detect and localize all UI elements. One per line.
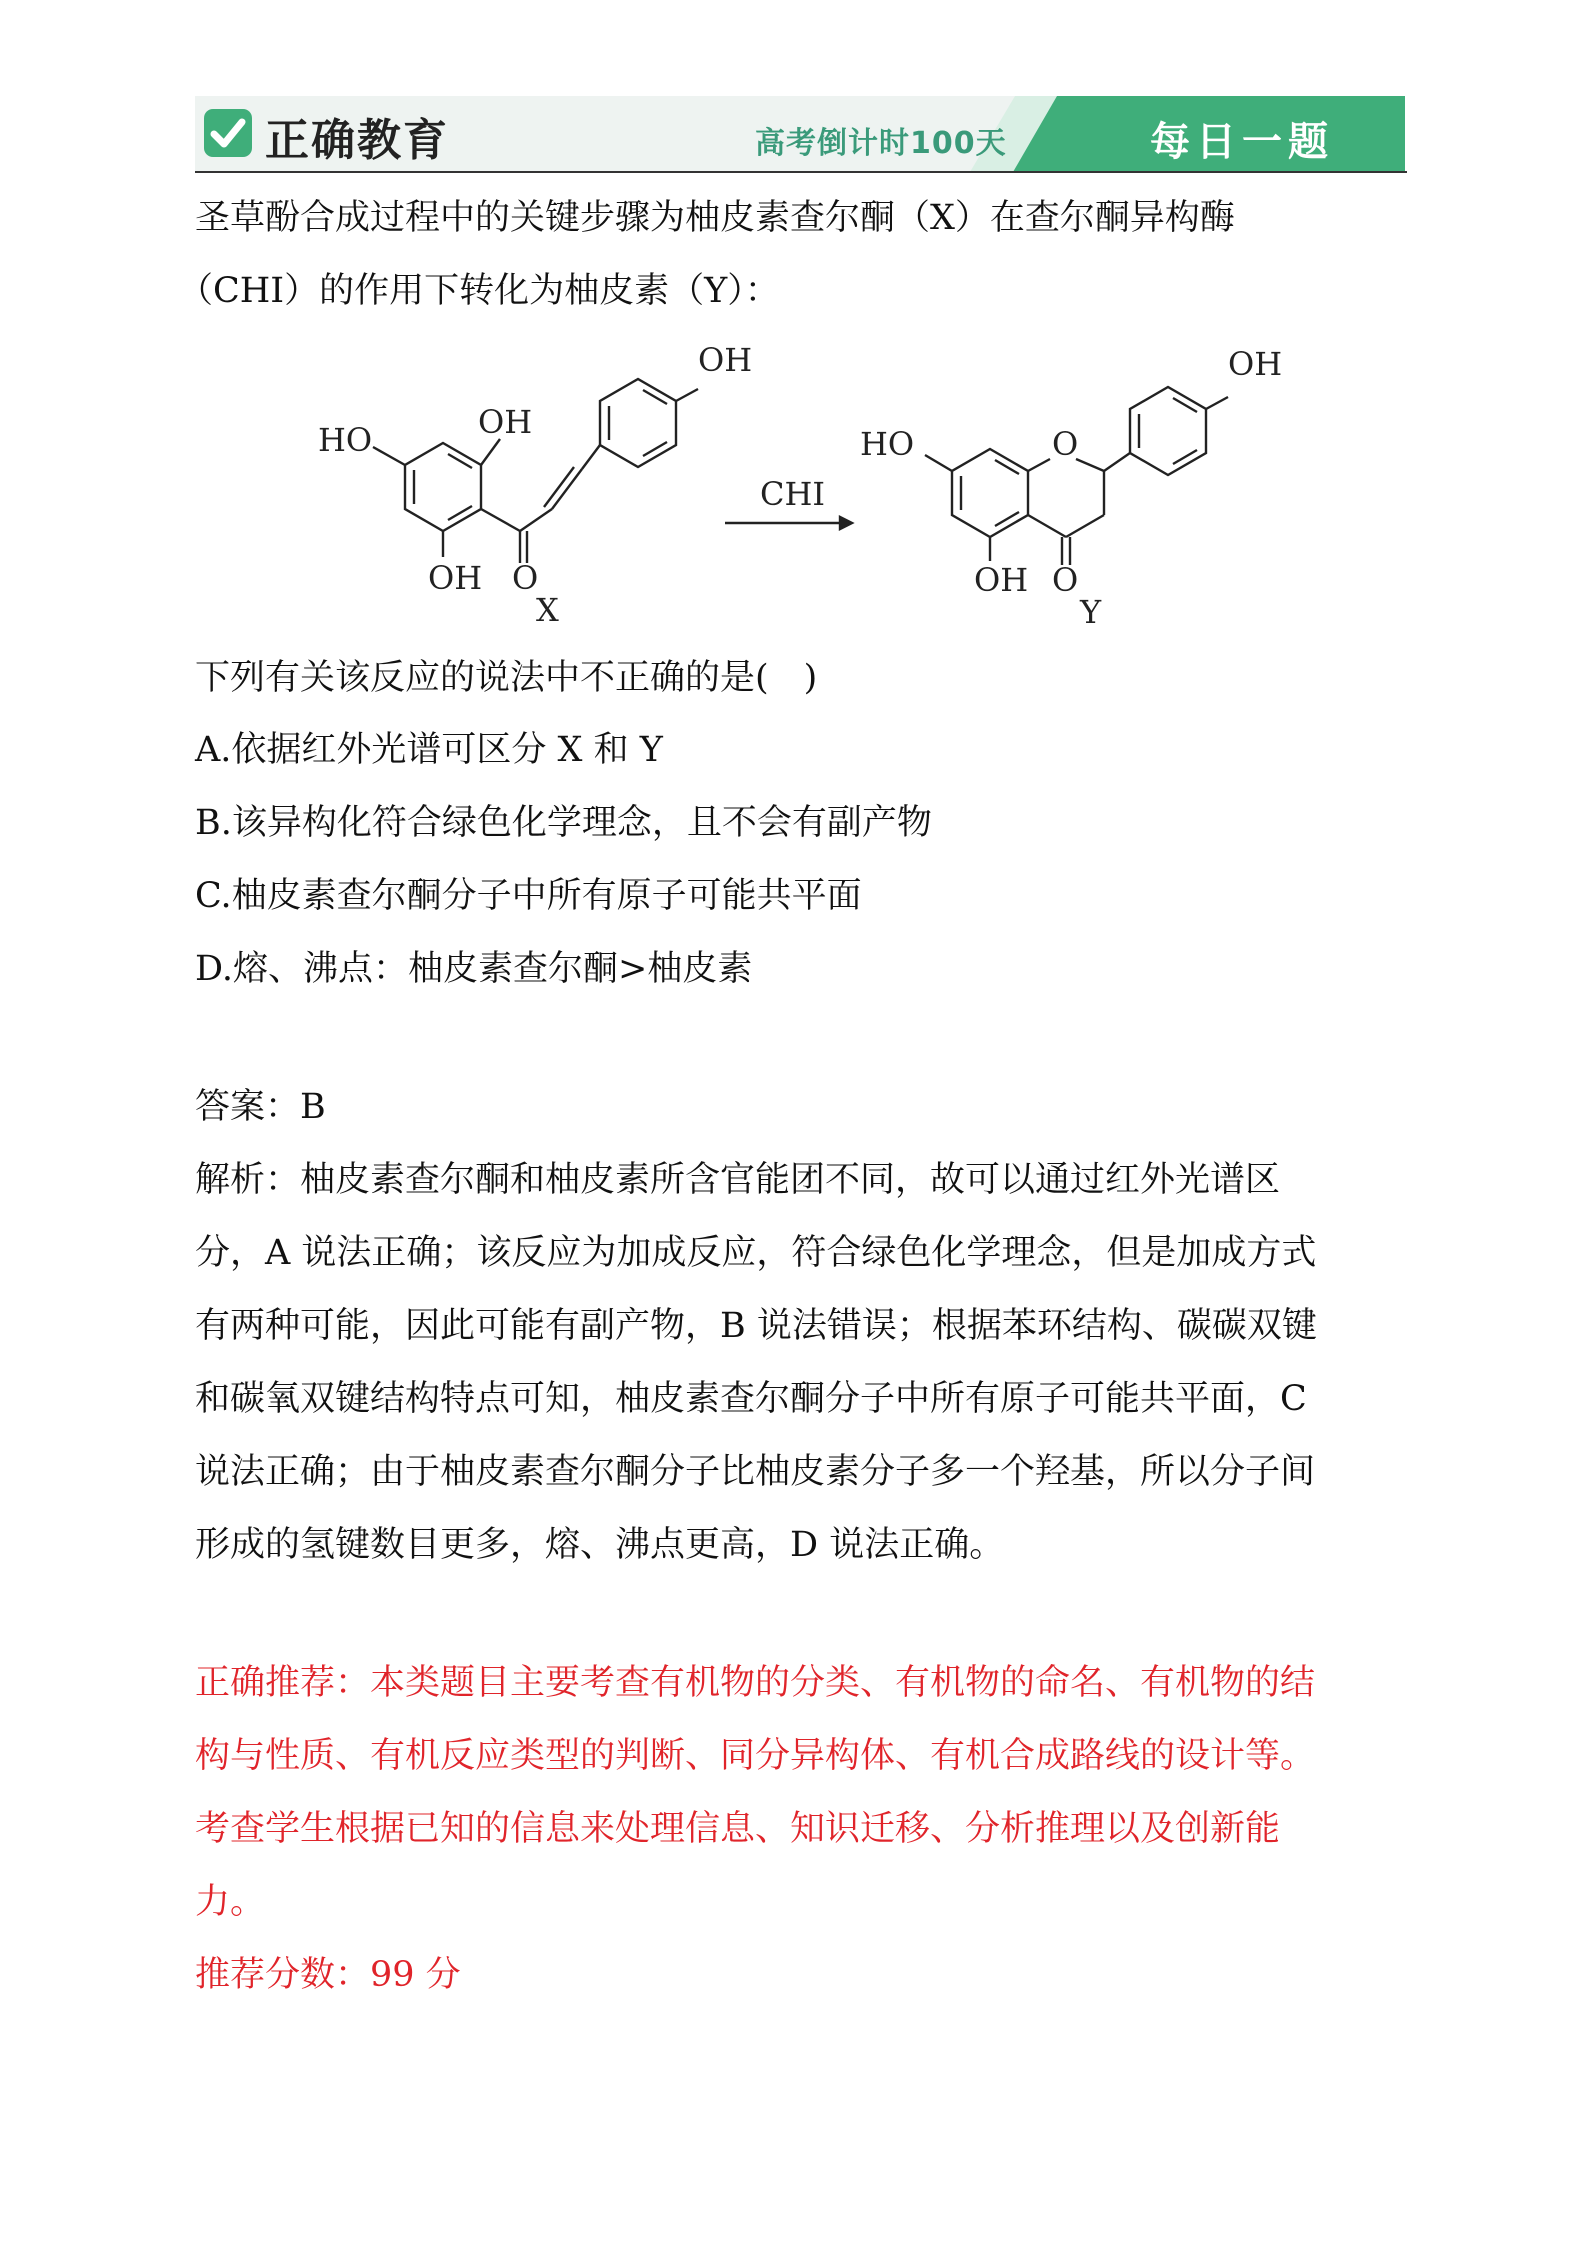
analysis-line-5: 说法正确；由于柚皮素查尔酮分子比柚皮素分子多一个羟基，所以分子间: [195, 1452, 1316, 1492]
header-divider: [195, 171, 1407, 173]
y-label-oh-bottom: OH: [974, 561, 1029, 599]
option-c: C.柚皮素查尔酮分子中所有原子可能共平面: [195, 876, 862, 916]
x-label-oh-mid: OH: [478, 403, 533, 441]
analysis-line-4: 和碳氧双键结构特点可知，柚皮素查尔酮分子中所有原子可能共平面，C: [195, 1379, 1307, 1419]
y-label-name: Y: [1080, 593, 1102, 625]
y-label-o-ring: O: [1052, 425, 1079, 463]
analysis-line-2: 分，A 说法正确；该反应为加成反应，符合绿色化学理念，但是加成方式: [195, 1233, 1317, 1273]
x-label-o-carbonyl: O: [512, 559, 539, 597]
logo-text: 正确教育: [265, 115, 449, 166]
option-d: D.熔、沸点：柚皮素查尔酮>柚皮素: [195, 949, 753, 989]
reaction-diagram: [300, 335, 1340, 625]
recommend-line-4: 力。: [195, 1882, 266, 1922]
analysis-line-1: 解析：柚皮素查尔酮和柚皮素所含官能团不同，故可以通过红外光谱区: [195, 1160, 1281, 1200]
x-label-oh-top: OH: [698, 341, 753, 379]
question-stem-line-1: 圣草酚合成过程中的关键步骤为柚皮素查尔酮（X）在查尔酮异构酶: [195, 198, 1235, 238]
option-a: A.依据红外光谱可区分 X 和 Y: [195, 730, 663, 770]
analysis-line-3: 有两种可能，因此可能有副产物，B 说法错误；根据苯环结构、碳碳双键: [195, 1306, 1317, 1346]
analysis-line-6: 形成的氢键数目更多，熔、沸点更高，D 说法正确。: [195, 1525, 1005, 1565]
y-label-ho-left: HO: [860, 425, 915, 463]
header-banner: [195, 96, 1405, 172]
question-stem-line-2: （CHI）的作用下转化为柚皮素（Y）：: [178, 271, 780, 311]
recommend-line-2: 构与性质、有机反应类型的判断、同分异构体、有机合成路线的设计等。: [195, 1736, 1316, 1776]
x-label-ho-left: HO: [318, 421, 373, 459]
recommend-score: 推荐分数：99 分: [195, 1955, 461, 1995]
x-label-name: X: [536, 591, 559, 625]
daily-question-label: 每日一题: [1150, 119, 1334, 165]
recommend-line-1: 正确推荐：本类题目主要考查有机物的分类、有机物的命名、有机物的结: [195, 1663, 1316, 1703]
y-label-oh-top: OH: [1228, 345, 1283, 383]
answer-line: 答案：B: [195, 1087, 326, 1127]
question-prompt: 下列有关该反应的说法中不正确的是( ): [195, 658, 818, 698]
option-b: B.该异构化符合绿色化学理念，且不会有副产物: [195, 803, 932, 843]
y-label-o-carbonyl: O: [1052, 561, 1079, 599]
recommend-line-3: 考查学生根据已知的信息来处理信息、知识迁移、分析推理以及创新能: [195, 1809, 1281, 1849]
catalyst-label: CHI: [760, 475, 826, 513]
countdown-text: 高考倒计时100天: [755, 126, 1007, 161]
logo-check-icon: [203, 108, 253, 158]
x-label-oh-bottom: OH: [428, 559, 483, 597]
